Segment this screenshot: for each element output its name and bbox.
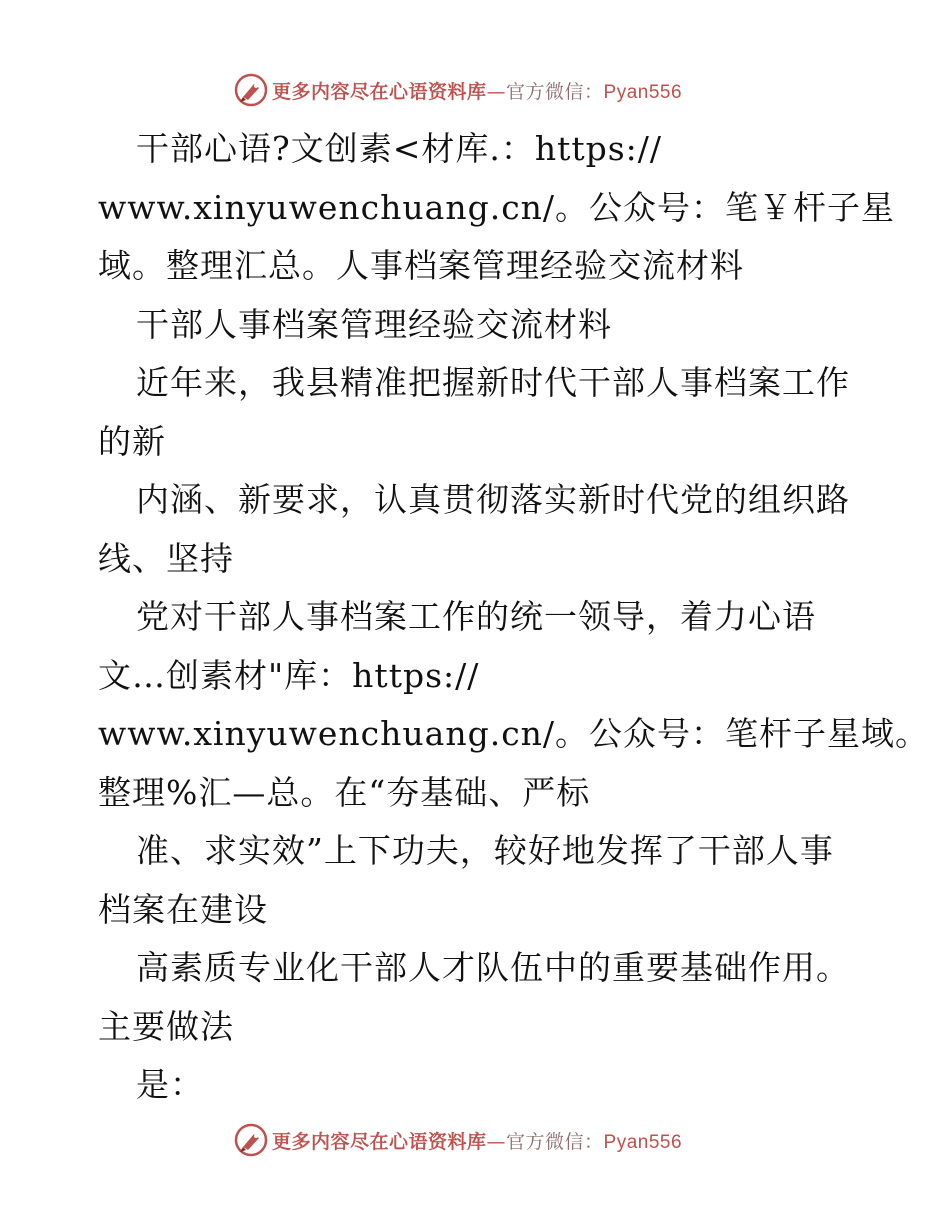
body-text-line: 档案在建设 — [98, 889, 268, 929]
banner-wechat-label: 官方微信： — [506, 1130, 604, 1153]
body-text-line: 内涵、新要求，认真贯彻落实新时代党的组织路 — [136, 480, 850, 519]
footer-banner-text — [272, 1127, 682, 1154]
body-text-line: 文…创素材"库：https:// — [98, 655, 480, 695]
body-text-line: 主要做法 — [98, 1006, 234, 1046]
banner-wechat-id: Pyan556 — [603, 1131, 683, 1153]
pen-nib-logo-icon — [234, 1123, 268, 1157]
body-text-line: 干部人事档案管理经验交流材料 — [136, 304, 612, 344]
body-text-line: 线、坚持 — [98, 538, 234, 578]
banner-wechat-label: 官方微信： — [506, 80, 604, 103]
footer-banner — [234, 1120, 682, 1160]
body-text-line: 干部心语?文创素<材库.：https:// — [136, 129, 663, 168]
header-banner-text — [272, 77, 682, 104]
body-text-line: 域。整理汇总。人事档案管理经验交流材料 — [98, 246, 744, 285]
body-text-line: 准、求实效”上下功夫，较好地发挥了干部人事 — [136, 831, 834, 870]
body-text-line: 整理%汇—总。在“夯基础、严标 — [98, 772, 591, 812]
body-text-line: 党对干部人事档案工作的统一领导，着力心语 — [136, 597, 816, 636]
body-text-line: 近年来，我县精准把握新时代干部人事档案工作 — [136, 363, 850, 402]
document-body — [98, 120, 930, 1115]
pen-nib-logo-icon — [234, 73, 268, 107]
banner-main-text: 更多内容尽在心语资料库 — [272, 1130, 487, 1153]
body-text-line: 的新 — [98, 421, 166, 461]
body-text-line: www.xinyuwenchuang.cn/。公众号：笔杆子星域。 — [98, 714, 930, 753]
header-banner — [234, 70, 682, 110]
banner-dash: — — [486, 1130, 507, 1153]
body-text-line: 是： — [136, 1065, 204, 1104]
body-text-line: 高素质专业化干部人才队伍中的重要基础作用。 — [136, 948, 850, 987]
banner-wechat-id: Pyan556 — [603, 81, 683, 103]
banner-main-text: 更多内容尽在心语资料库 — [272, 80, 487, 103]
body-text-line: www.xinyuwenchuang.cn/。公众号：笔￥杆子星 — [98, 187, 896, 227]
banner-dash: — — [486, 80, 507, 103]
